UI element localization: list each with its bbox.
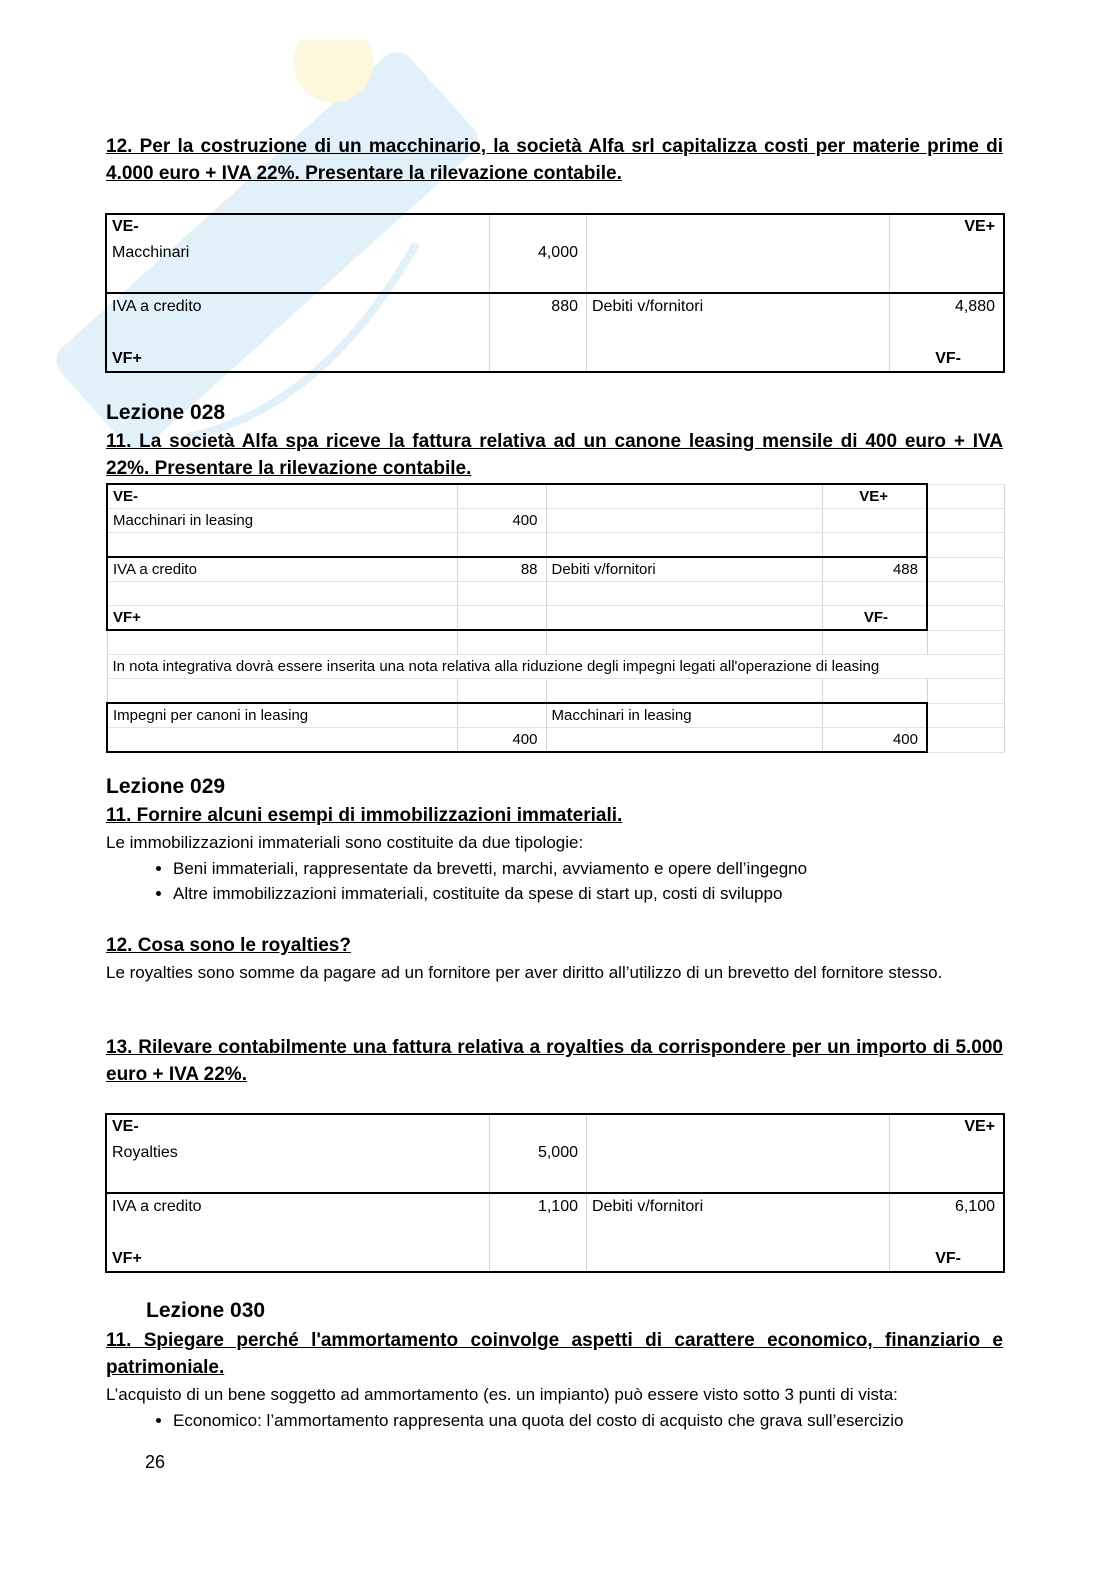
account-value: 5,000	[490, 1140, 587, 1166]
account-label: IVA a credito	[107, 293, 490, 320]
account-label: Debiti v/fornitori	[546, 557, 822, 582]
question-12-029-answer: Le royalties sono somme da pagare ad un fornitore per aver diritto all’utilizzo di un brevetto del fornitore stesso.	[106, 963, 943, 982]
question-12-title: 12. Per la costruzione di un macchinario, la società Alfa srl capitalizza costi per materie prime di 4.000 euro + IVA 22%. Presentare la rilevazione contabile.	[106, 136, 1003, 184]
question-12-029-title: 12. Cosa sono le royalties?	[106, 935, 351, 956]
account-label: IVA a credito	[107, 557, 457, 582]
account-label: IVA a credito	[107, 1193, 490, 1220]
question-11-029-intro: Le immobilizzazioni immateriali sono costituite da due tipologie:	[106, 833, 584, 852]
leasing-table-block	[106, 483, 1003, 753]
lesson-028-heading: Lezione 028	[106, 401, 226, 424]
ve-plus-label: VE+	[822, 484, 927, 509]
account-value: 488	[822, 557, 927, 582]
account-label: Debiti v/fornitori	[587, 1193, 890, 1220]
vf-minus-label: VF-	[890, 1246, 1004, 1272]
accounting-table-macchinari	[106, 214, 1004, 372]
vf-minus-label: VF-	[890, 346, 1004, 372]
account-value: 4,000	[490, 240, 587, 266]
lesson-030-heading: Lezione 030	[146, 1299, 266, 1322]
account-label: Macchinari in leasing	[107, 509, 457, 533]
question-11-030-intro: L’acquisto di un bene soggetto ad ammortamento (es. un impianto) può essere visto sotto 3 punti di vista:	[106, 1385, 898, 1404]
account-label: Impegni per canoni in leasing	[107, 703, 457, 728]
account-label: Macchinari	[107, 240, 490, 266]
vf-minus-label: VF-	[822, 606, 927, 631]
account-value: 400	[457, 728, 546, 753]
leasing-note: In nota integrativa dovrà essere inserita una nota relativa alla riduzione degli impegni legati all'operazione di leasing	[107, 655, 1004, 679]
account-value: 88	[457, 557, 546, 582]
question-11-029-title: 11. Fornire alcuni esempi di immobilizzazioni immateriali.	[106, 805, 623, 826]
question-11-029-list	[106, 856, 1070, 906]
accounting-table-royalties	[106, 1114, 1004, 1272]
ve-minus-label: VE-	[107, 214, 490, 240]
account-value: 4,880	[890, 293, 1004, 320]
question-11-030-list	[106, 1408, 1070, 1433]
account-label: Royalties	[107, 1140, 490, 1166]
ve-minus-label: VE-	[107, 484, 457, 509]
account-value: 6,100	[890, 1193, 1004, 1220]
vf-plus-label: VF+	[107, 1246, 490, 1272]
lesson-029-heading: Lezione 029	[106, 775, 226, 798]
question-11-028-title: 11. La società Alfa spa riceve la fattura relativa ad un canone leasing mensile di 400 euro + IVA 22%. Presentare la rilevazione contabile.	[106, 431, 1003, 479]
ve-plus-label: VE+	[890, 214, 1004, 240]
question-11-030-title: 11. Spiegare perché l'ammortamento coinvolge aspetti di carattere economico, finanziario e patrimoniale.	[106, 1330, 1003, 1378]
account-value: 1,100	[490, 1193, 587, 1220]
ve-plus-label: VE+	[890, 1114, 1004, 1140]
account-value: 400	[822, 728, 927, 753]
vf-plus-label: VF+	[107, 346, 490, 372]
account-label: Debiti v/fornitori	[587, 293, 890, 320]
list-item: • Altre immobilizzazioni immateriali, costituite da spese di start up, costi di sviluppo	[173, 881, 1070, 906]
list-item: • Beni immateriali, rappresentate da brevetti, marchi, avviamento e opere dell’ingegno	[173, 856, 1070, 881]
accounting-table-leasing	[106, 483, 1005, 753]
account-label: Macchinari in leasing	[546, 703, 822, 728]
page-number: 26	[145, 1452, 166, 1472]
account-value: 880	[490, 293, 587, 320]
list-item: • Economico: l’ammortamento rappresenta una quota del costo di acquisto che grava sull’esercizio	[173, 1408, 1070, 1433]
question-13-029-title: 13. Rilevare contabilmente una fattura relativa a royalties da corrispondere per un importo di 5.000 euro + IVA 22%.	[106, 1037, 1003, 1085]
ve-minus-label: VE-	[107, 1114, 490, 1140]
account-value: 400	[457, 509, 546, 533]
vf-plus-label: VF+	[107, 606, 457, 631]
